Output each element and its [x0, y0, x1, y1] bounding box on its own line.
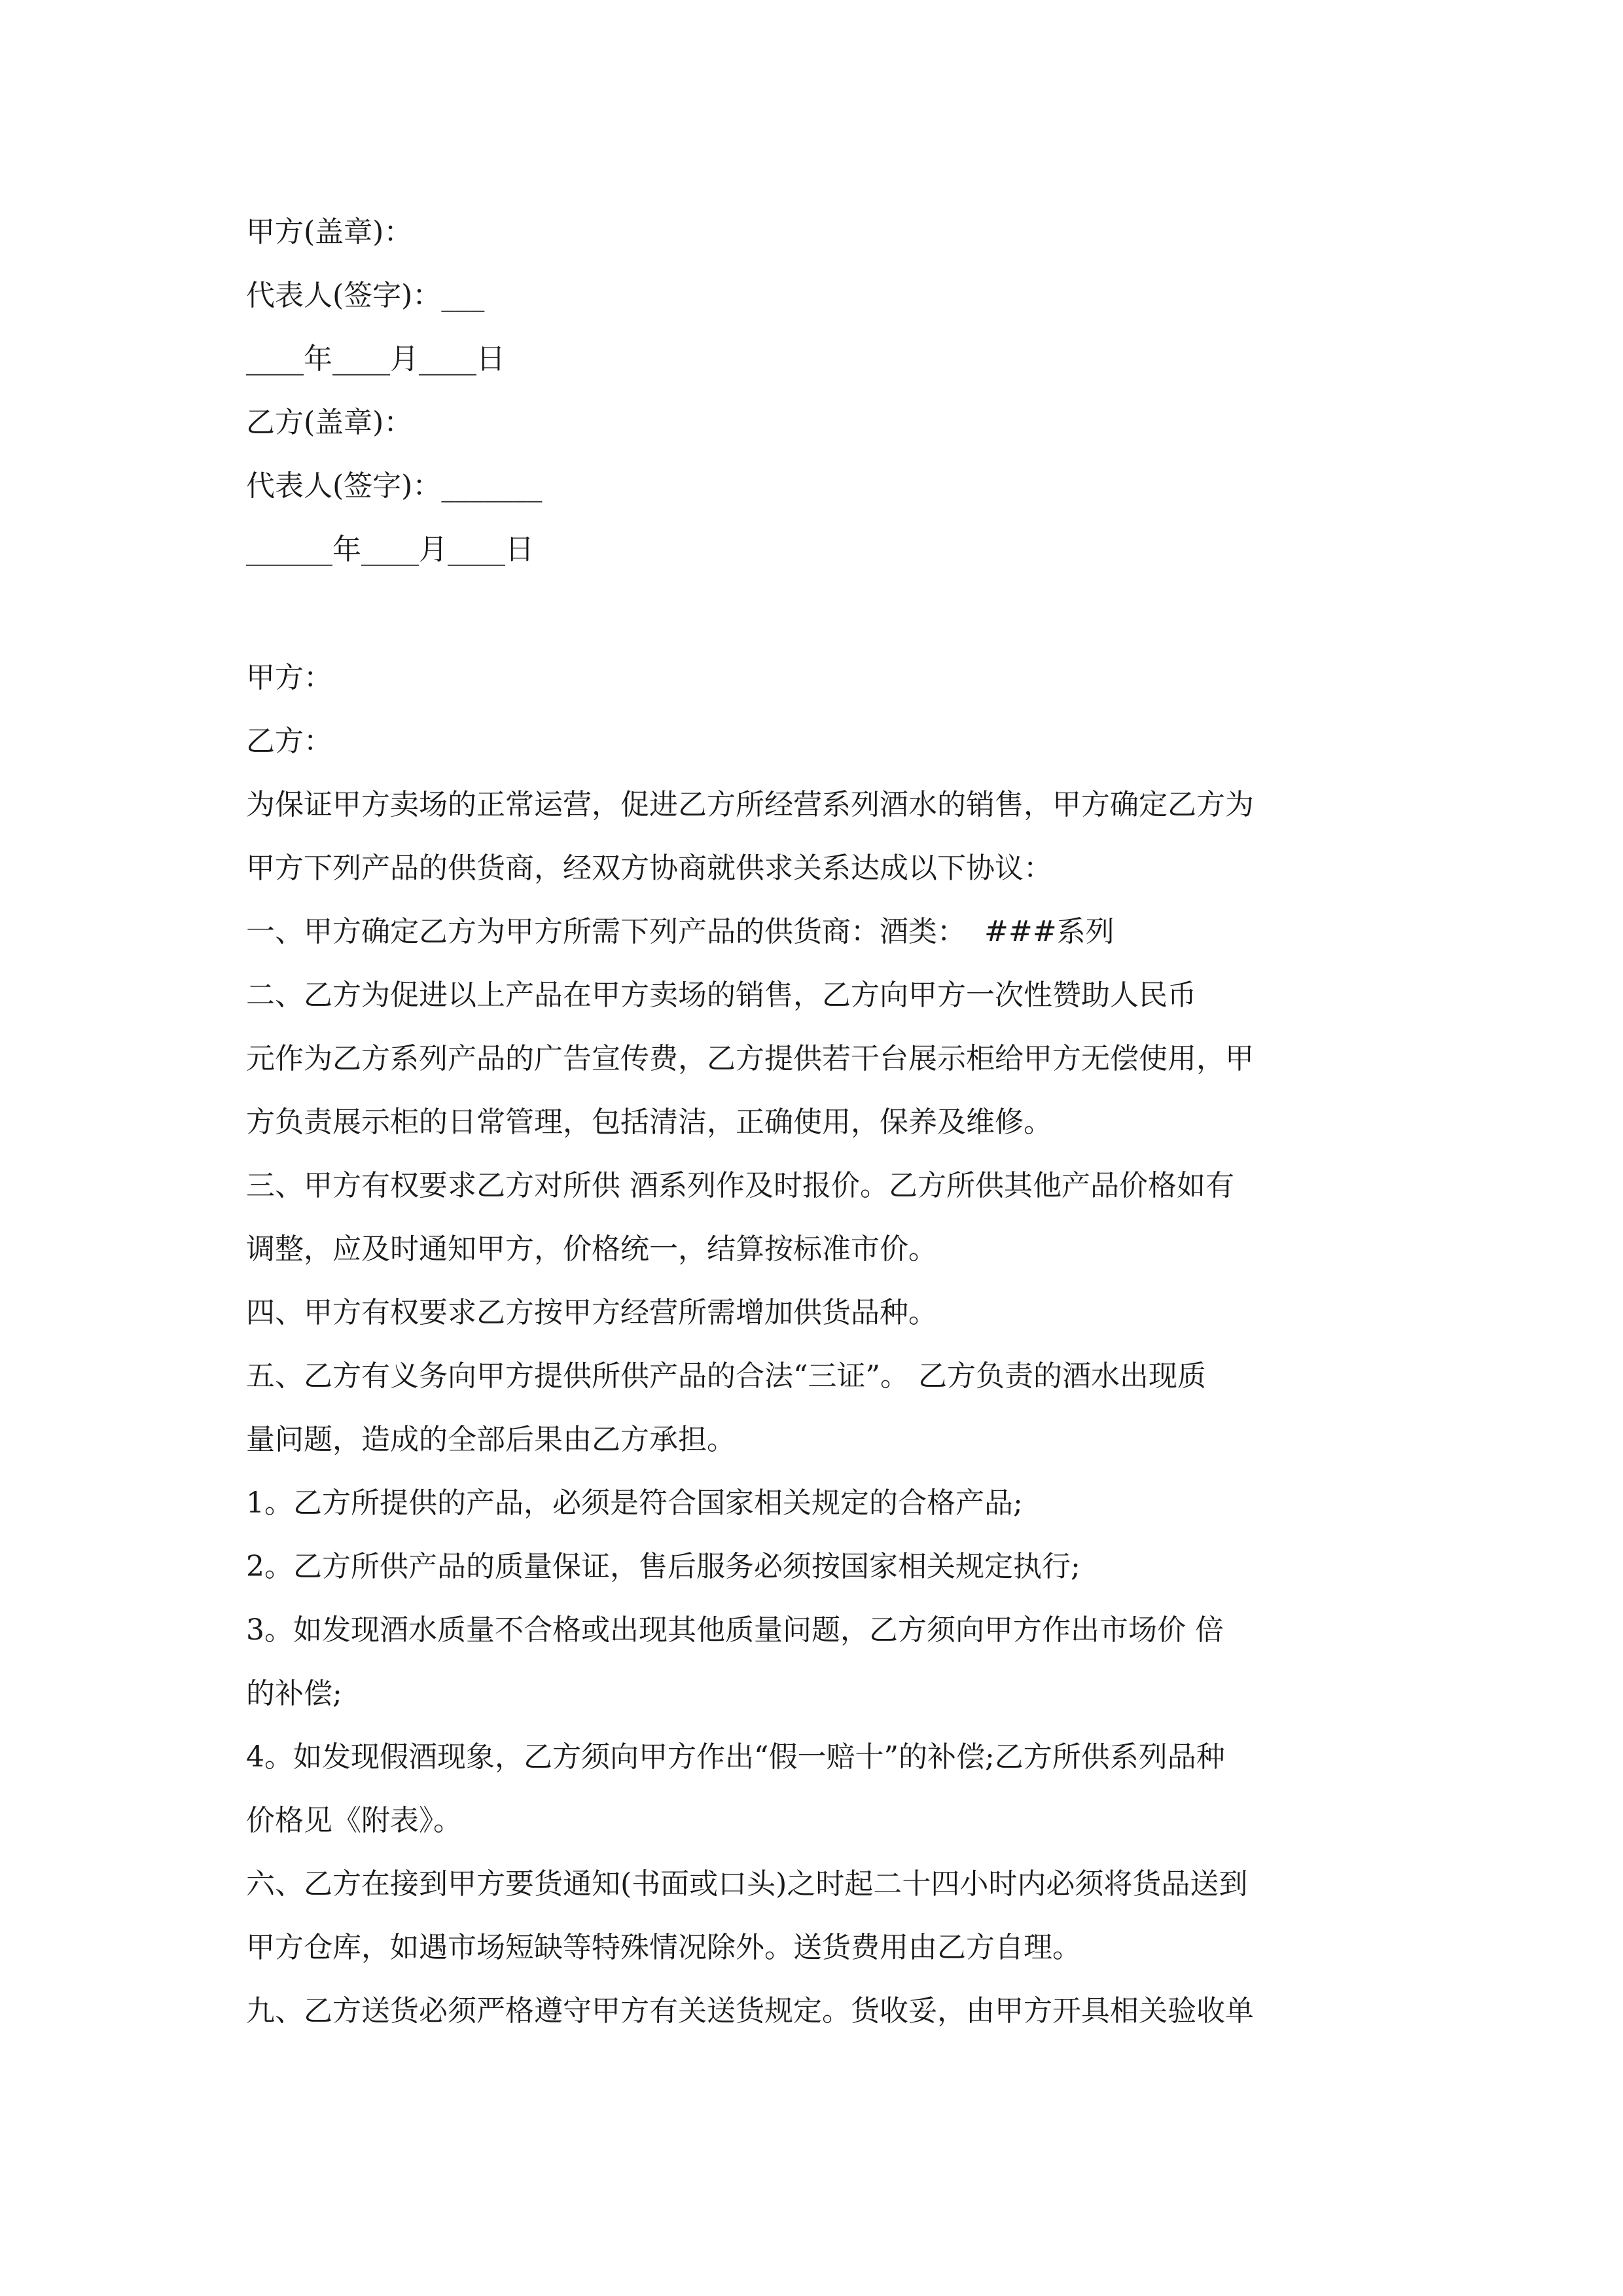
party-b-date-line: ______年____月____日	[246, 533, 534, 566]
party-a-label: 甲方：	[246, 661, 332, 694]
clause-6-line: 甲方仓库，如遇市场短缺等特殊情况除外。送货费用由乙方自理。	[246, 1931, 1081, 1964]
clause-2-line: 二、乙方为促进以上产品在甲方卖场的销售，乙方向甲方一次性赞助人民币	[246, 978, 1196, 1012]
clause-3-line: 调整，应及时通知甲方，价格统一，结算按标准市价。	[246, 1232, 937, 1266]
sub-item-3-line: 的补偿;	[246, 1677, 342, 1710]
party-b-representative-line: 代表人(签字)：_______	[246, 469, 543, 503]
paragraph-line: 甲方下列产品的供货商，经双方协商就供求关系达成以下协议：	[246, 852, 1052, 885]
clause-5-line: 五、乙方有义务向甲方提供所供产品的合法“三证”。 乙方负责的酒水出现质	[246, 1359, 1206, 1393]
paragraph-line: 为保证甲方卖场的正常运营，促进乙方所经营系列酒水的销售，甲方确定乙方为	[246, 788, 1254, 821]
party-a-date-line: ____年____月____日	[246, 342, 505, 376]
sub-item-4-line: 4。如发现假酒现象，乙方须向甲方作出“假一赔十”的补偿;乙方所供系列品种	[246, 1740, 1225, 1774]
sub-item-3-line: 3。如发现酒水质量不合格或出现其他质量问题，乙方须向甲方作出市场价 倍	[246, 1613, 1224, 1647]
party-b-label: 乙方：	[246, 725, 332, 758]
party-b-seal-line: 乙方(盖章)：	[246, 406, 413, 439]
clause-6-line: 六、乙方在接到甲方要货通知(书面或口头)之时起二十四小时内必须将货品送到	[246, 1867, 1248, 1901]
clause-5-line: 量问题，造成的全部后果由乙方承担。	[246, 1423, 736, 1456]
sub-item-2-line: 2。乙方所供产品的质量保证，售后服务必须按国家相关规定执行;	[246, 1550, 1080, 1583]
clause-3-line: 三、甲方有权要求乙方对所供 酒系列作及时报价。乙方所供其他产品价格如有	[246, 1169, 1234, 1202]
clause-2-line: 元作为乙方系列产品的广告宣传费，乙方提供若干台展示柜给甲方无偿使用，甲	[246, 1042, 1254, 1075]
sub-item-1-line: 1。乙方所提供的产品，必须是符合国家相关规定的合格产品;	[246, 1486, 1023, 1520]
sub-item-4-line: 价格见《附表》。	[246, 1804, 462, 1837]
clause-4-line: 四、甲方有权要求乙方按甲方经营所需增加供货品种。	[246, 1296, 937, 1329]
clause-2-line: 方负责展示柜的日常管理，包括清洁，正确使用，保养及维修。	[246, 1105, 1052, 1139]
clause-1-line: 一、甲方确定乙方为甲方所需下列产品的供货商：酒类： ###系列	[246, 915, 1115, 948]
party-a-seal-line: 甲方(盖章)：	[246, 215, 413, 249]
party-a-representative-line: 代表人(签字)：___	[246, 279, 485, 312]
clause-9-line: 九、乙方送货必须严格遵守甲方有关送货规定。货收妥，由甲方开具相关验收单	[246, 1994, 1254, 2028]
